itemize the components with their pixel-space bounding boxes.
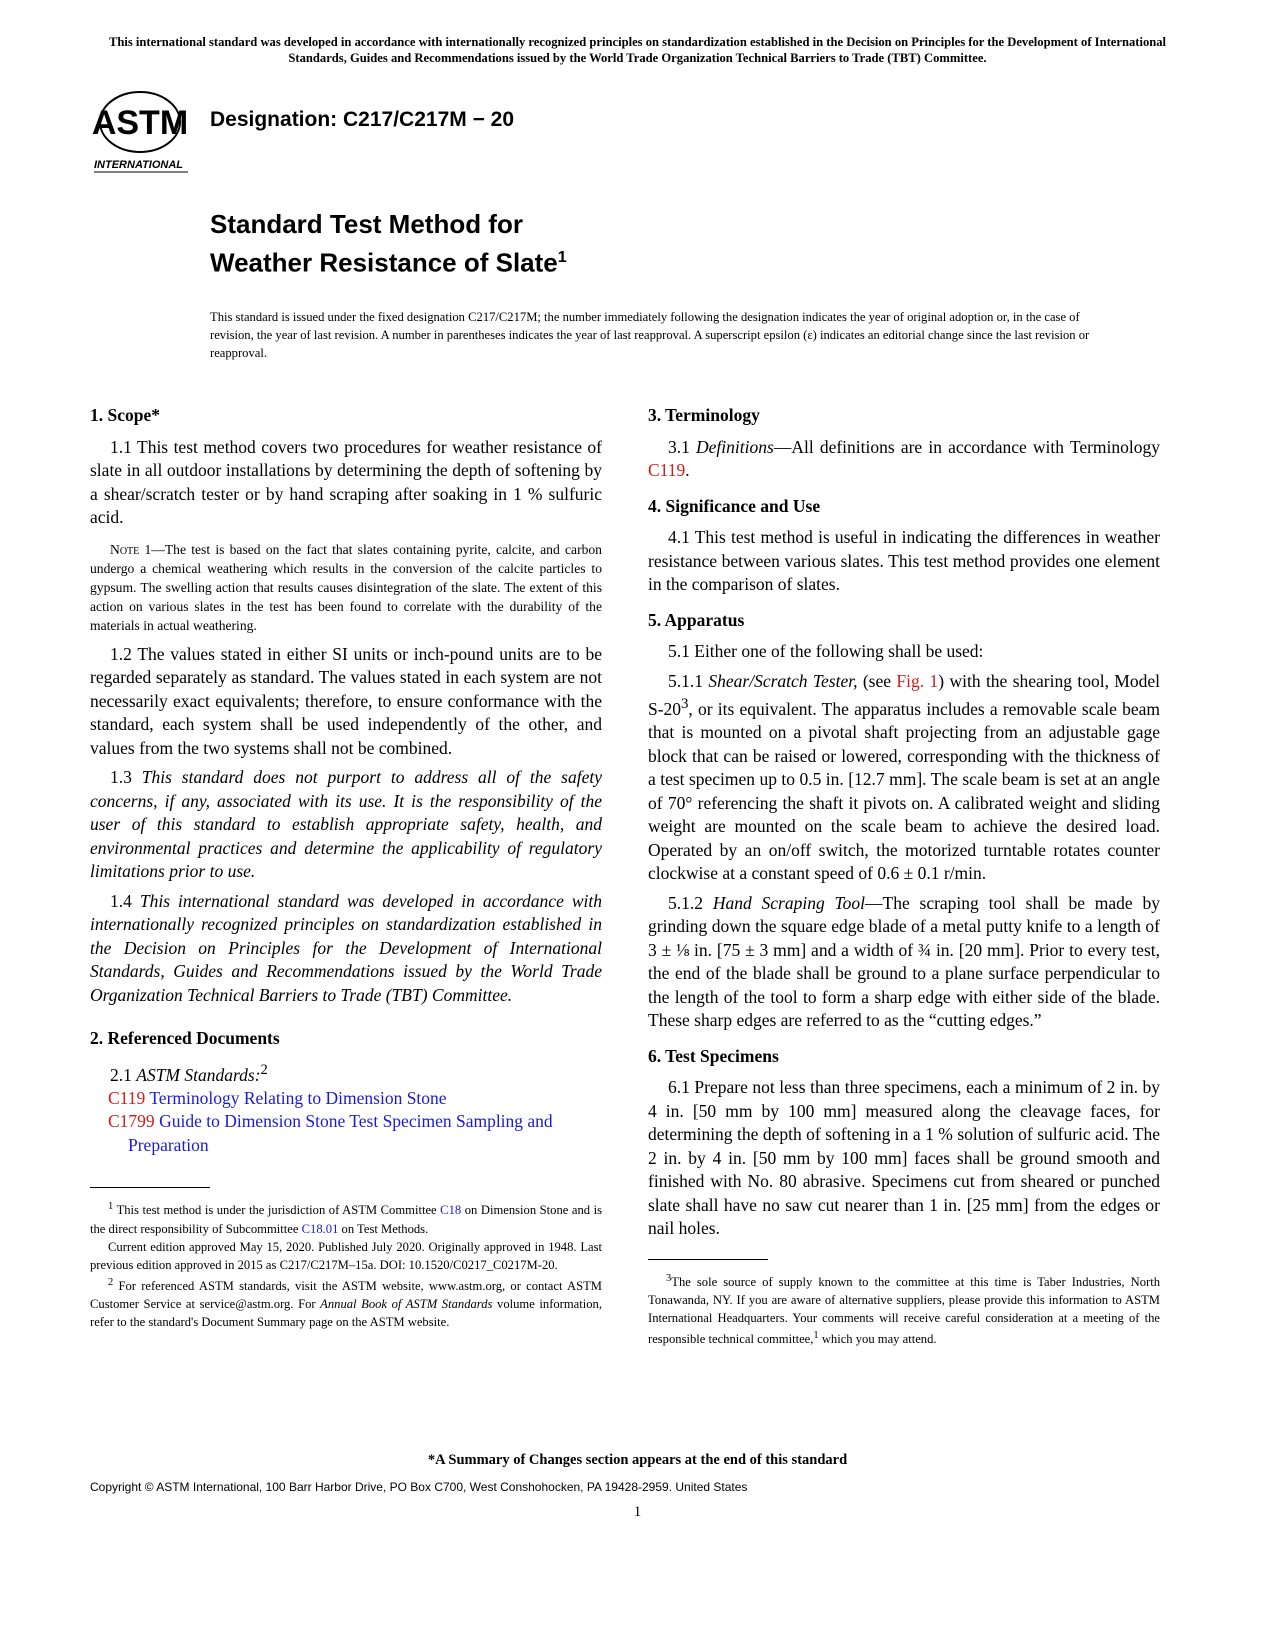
logo-subtext: INTERNATIONAL [94, 159, 184, 171]
title-line-2: Weather Resistance of Slate$^1$ [210, 247, 567, 278]
footnote-1: $^1$ This test method is under the jurisdiction of ASTM Committee C18 on Dimension Stone and is the direct responsibility of Subcommittee C18.01 on Test Methods. [90, 1201, 602, 1236]
para-5-1: 5.1 Either one of the following shall be used: [668, 641, 984, 661]
ref-c119[interactable]: C119 Terminology Relating to Dimension Stone [108, 1087, 447, 1108]
link-c18[interactable]: C18 [440, 1203, 462, 1218]
footnote-2: $^2$ For referenced ASTM standards, visit the ASTM website, www.astm.org, or contact ASTM Customer Service at service@astm.org. For Annual Book of ASTM Standards volume information, refer to the standard's Document Summary page on the ASTM website. [90, 1276, 602, 1329]
astm-logo [90, 88, 196, 180]
left-column [90, 404, 602, 1331]
para-1-4: 1.4 This international standard was developed in accordance with internationally recognized principles on standardization established in the Decision on Principles for the Development of International Standards, Guides and Recommendations issued by the World Trade Organization Technical Barriers to Trade (TBT) Committee. [90, 890, 603, 1005]
issue-note: This standard is issued under the fixed designation C217/C217M; the number immediately following the designation indicates the year of original adoption or, in the case of revision, the year of last revision. A number in parentheses indicates the year of last reapproval. A superscript epsilon (ε) indicates an editorial change since the last revision or reapproval. [210, 310, 1090, 360]
specimens-heading: 6. Test Specimens [648, 1045, 779, 1066]
document-title [210, 208, 567, 280]
title-footnote-ref[interactable]: 1 [557, 249, 567, 266]
referenced-heading: 2. Referenced Documents [90, 1028, 280, 1048]
title-line-1: Standard Test Method for [210, 209, 523, 239]
para-1-2: 1.2 The values stated in either SI units or inch-pound units are to be regarded separately as standard. The values stated in each system are not necessarily exact equivalents; therefore, to ensure conformance with the standard, each system shall be used independently of the other, and values from the two systems shall not be combined. [90, 643, 602, 758]
para-5-1-2: 5.1.2 Hand Scraping Tool—The scraping tool shall be made by grinding down the square edge blade of a metal putty knife to a length of 3 ± ⅛ in. [75 ± 3 mm] and a width of ¾ in. [20 mm]. Prior to every test, the end of the blade shall be ground to a plane surface perpendicular to the length of the tool to form a sharp edge with either side of the blade. These sharp edges are referred to as the “cutting edges.” [648, 892, 1161, 1031]
copyright: Copyright © ASTM International, 100 Barr Harbor Drive, PO Box C700, West Conshohocken, PA 19428-2959. United States [90, 1480, 748, 1494]
para-1-3: 1.3 This standard does not purport to address all of the safety concerns, if any, associated with its use. It is the responsibility of the user of this standard to establish appropriate safety, health, and environmental practices and determine the applicability of regulatory limitations prior to use. [90, 767, 602, 881]
para-1-1: 1.1 This test method covers two procedures for weather resistance of slate in all outdoor installations by determining the depth of softening by a shear/scratch tester or by hand scraping after soaking in 1 % sulfuric acid. [90, 436, 602, 527]
para-3-1: 3.1 Definitions—All definitions are in accordance with Terminology C119. [648, 436, 1160, 480]
significance-heading: 4. Significance and Use [648, 495, 821, 516]
link-c18-01[interactable]: C18.01 [301, 1221, 339, 1236]
scope-heading: 1. Scope* [90, 405, 160, 425]
apparatus-heading: 5. Apparatus [648, 609, 745, 630]
right-column [648, 404, 1160, 1348]
designation: Designation: C217/C217M − 20 [210, 108, 515, 131]
terminology-heading: 3. Terminology [648, 405, 760, 425]
note-1: Note 1—The test is based on the fact that slates containing pyrite, calcite, and carbon undergo a chemical weathering which results in the conversion of the calcite particles to gypsum. The swelling action that results causes disintegration of the slate. The extent of this action on various slates in the test has been found to correlate with the durability of the materials in actual weathering. [90, 541, 602, 633]
footnote-3: $^3$The sole source of supply known to the committee at this time is Taber Industries, North Tonawanda, NY. If you are aware of alternative suppliers, please provide this information to ASTM International Headquarters. Your comments will receive careful consideration at a meeting of the responsible technical committee,$^1$ which you may attend. [648, 1272, 1160, 1347]
page-number: 1 [633, 1504, 642, 1520]
ref-c1799[interactable]: C1799 Guide to Dimension Stone Test Specimen Sampling and Preparation [108, 1111, 553, 1155]
link-c119[interactable]: C119 [648, 460, 686, 480]
logo-text: ASTM [91, 104, 189, 142]
para-5-1-1: 5.1.1 Shear/Scratch Tester, (see Fig. 1) with the shearing tool, Model $S-20^3$, or its equivalent. The apparatus includes a removable scale beam that is mounted on a pivotal shaft projecting from an adjustable gage block that can be raised or lowered, corresponding with the thickness of a test specimen up to 0.5 in. [12.7 mm]. The scale beam is set at an angle of 70° referencing the shaft it pivots on. A calibrated weight and sliding weight are mounted on the scale beam to achieve the desired load. Operated by an on/off switch, the motorized turntable rotates counter clockwise at a constant speed of 0.6 ± 0.1 r/min. [648, 670, 1161, 884]
footnote-divider-right [648, 1259, 768, 1260]
top-notice: This international standard was developed in accordance with internationally recognized principles on standardization established in the Decision on Principles for the Development of International Standards, Guides and Recommendations issued by the World Trade Organization Technical Barriers to Trade (TBT) Committee. [108, 35, 1167, 65]
link-fig-1[interactable]: Fig. 1 [896, 670, 939, 691]
footnote-divider [90, 1187, 210, 1188]
para-2-1: 2.1 ASTM Standards:$^2$ [110, 1061, 268, 1085]
summary-of-changes-note: *A Summary of Changes section appears at the end of this standard [427, 1452, 848, 1468]
para-4-1: 4.1 This test method is useful in indicating the differences in weather resistance between various slates. This test method provides one element in the comparison of slates. [648, 527, 1160, 594]
para-6-1: 6.1 Prepare not less than three specimens, each a minimum of 2 in. by 4 in. [50 mm by 100 mm] measured along the cleavage faces, for determining the depth of softening in a 1 % solution of sulfuric acid. The 2 in. by 4 in. [50 mm by 100 mm] faces shall be ground smooth and finished with No. 80 abrasive. Specimens cut from sheared or punched slate shall have no saw cut nearer than 1 in. [25 mm] from the edges or nail holes. [648, 1077, 1160, 1239]
footnote-1-current-edition: Current edition approved May 15, 2020. Published July 2020. Originally approved in 1948. Last previous edition approved in 2015 as C217/C217M–15a. DOI: 10.1520/C0217_C0217M-20. [90, 1239, 602, 1272]
astm-logo-icon [90, 88, 196, 180]
